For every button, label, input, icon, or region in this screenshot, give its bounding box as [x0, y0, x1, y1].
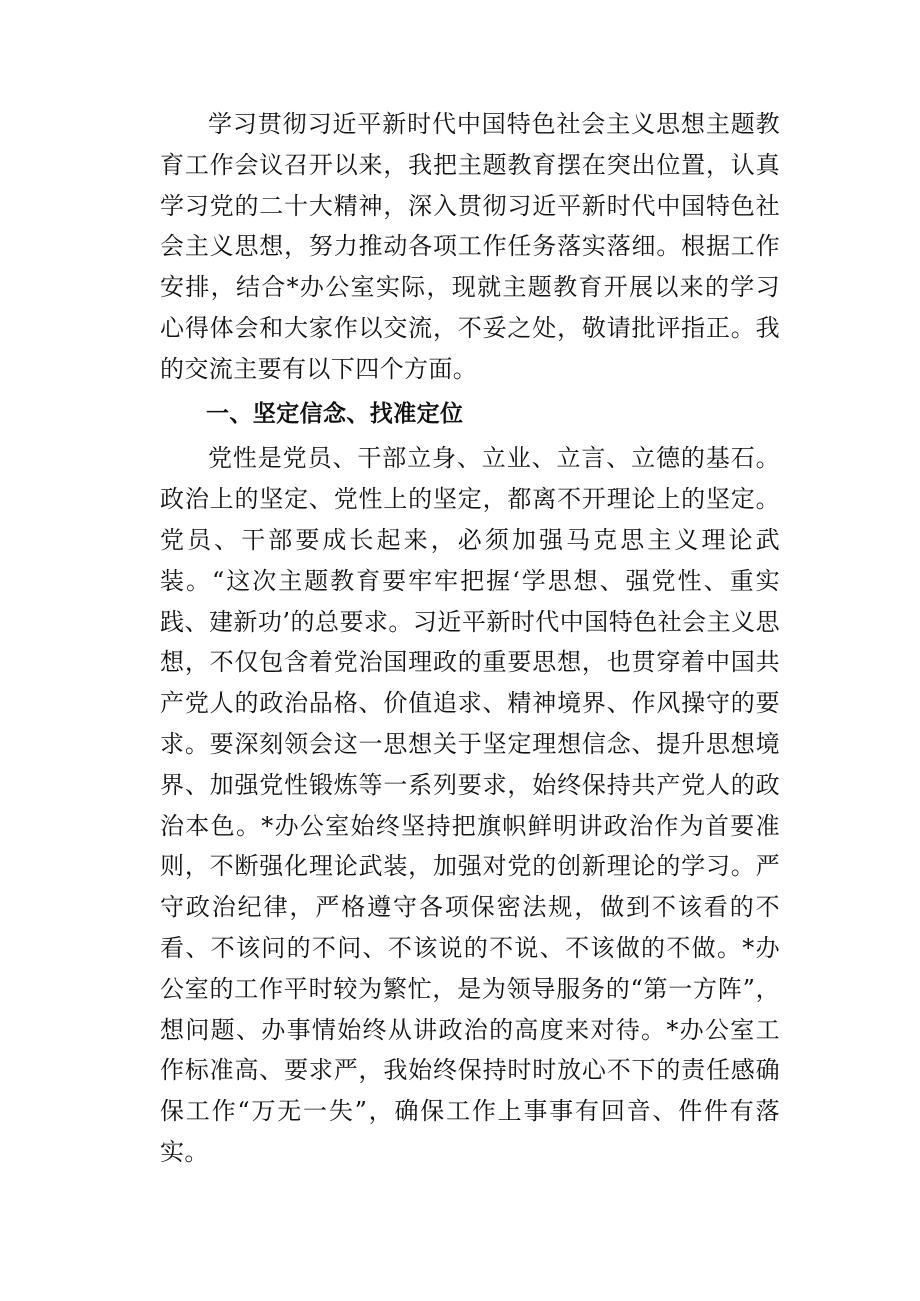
intro-paragraph: 学习贯彻习近平新时代中国特色社会主义思想主题教育工作会议召开以来，我把主题教育摆在突出位置，认真学习党的二十大精神，深入贯彻习近平新时代中国特色社会主义思想，努力推动各项工作任务落实落细。根据工作安排，结合*办公室实际，现就主题教育开展以来的学习心得体会和大家作以交流，不妥之处，敬请批评指正。我的交流主要有以下四个方面。: [160, 110, 780, 383]
section-1-paragraph: 党性是党员、干部立身、立业、立言、立德的基石。政治上的坚定、党性上的坚定，都离不开理论上的坚定。党员、干部要成长起来，必须加强马克思主义理论武装。“这次主题教育要牢牢把握‘学思想、强党性、重实践、建新功’的总要求。习近平新时代中国特色社会主义思想，不仅包含着党治国理政的重要思想，也贯穿着中国共产党人的政治品格、价值追求、精神境界、作风操守的要求。要深刻领会这一思想关于坚定理想信念、提升思想境界、加强党性锻炼等一系列要求，始终保持共产党人的政治本色。*办公室始终坚持把旗帜鲜明讲政治作为首要准则，不断强化理论武装，加强对党的创新理论的学习。严守政治纪律，严格遵守各项保密法规，做到不该看的不看、不该问的不问、不该说的不说、不该做的不做。*办公室的工作平时较为繁忙，是为领导服务的“第一方阵”，想问题、办事情始终从讲政治的高度来对待。*办公室工作标准高、要求严，我始终保持时时放心不下的责任感确保工作“万无一失”，确保工作上事事有回音、件件有落实。: [160, 444, 780, 1166]
section-heading-1: 一、坚定信念、找准定位: [206, 400, 464, 427]
document-body: [160, 104, 780, 1173]
